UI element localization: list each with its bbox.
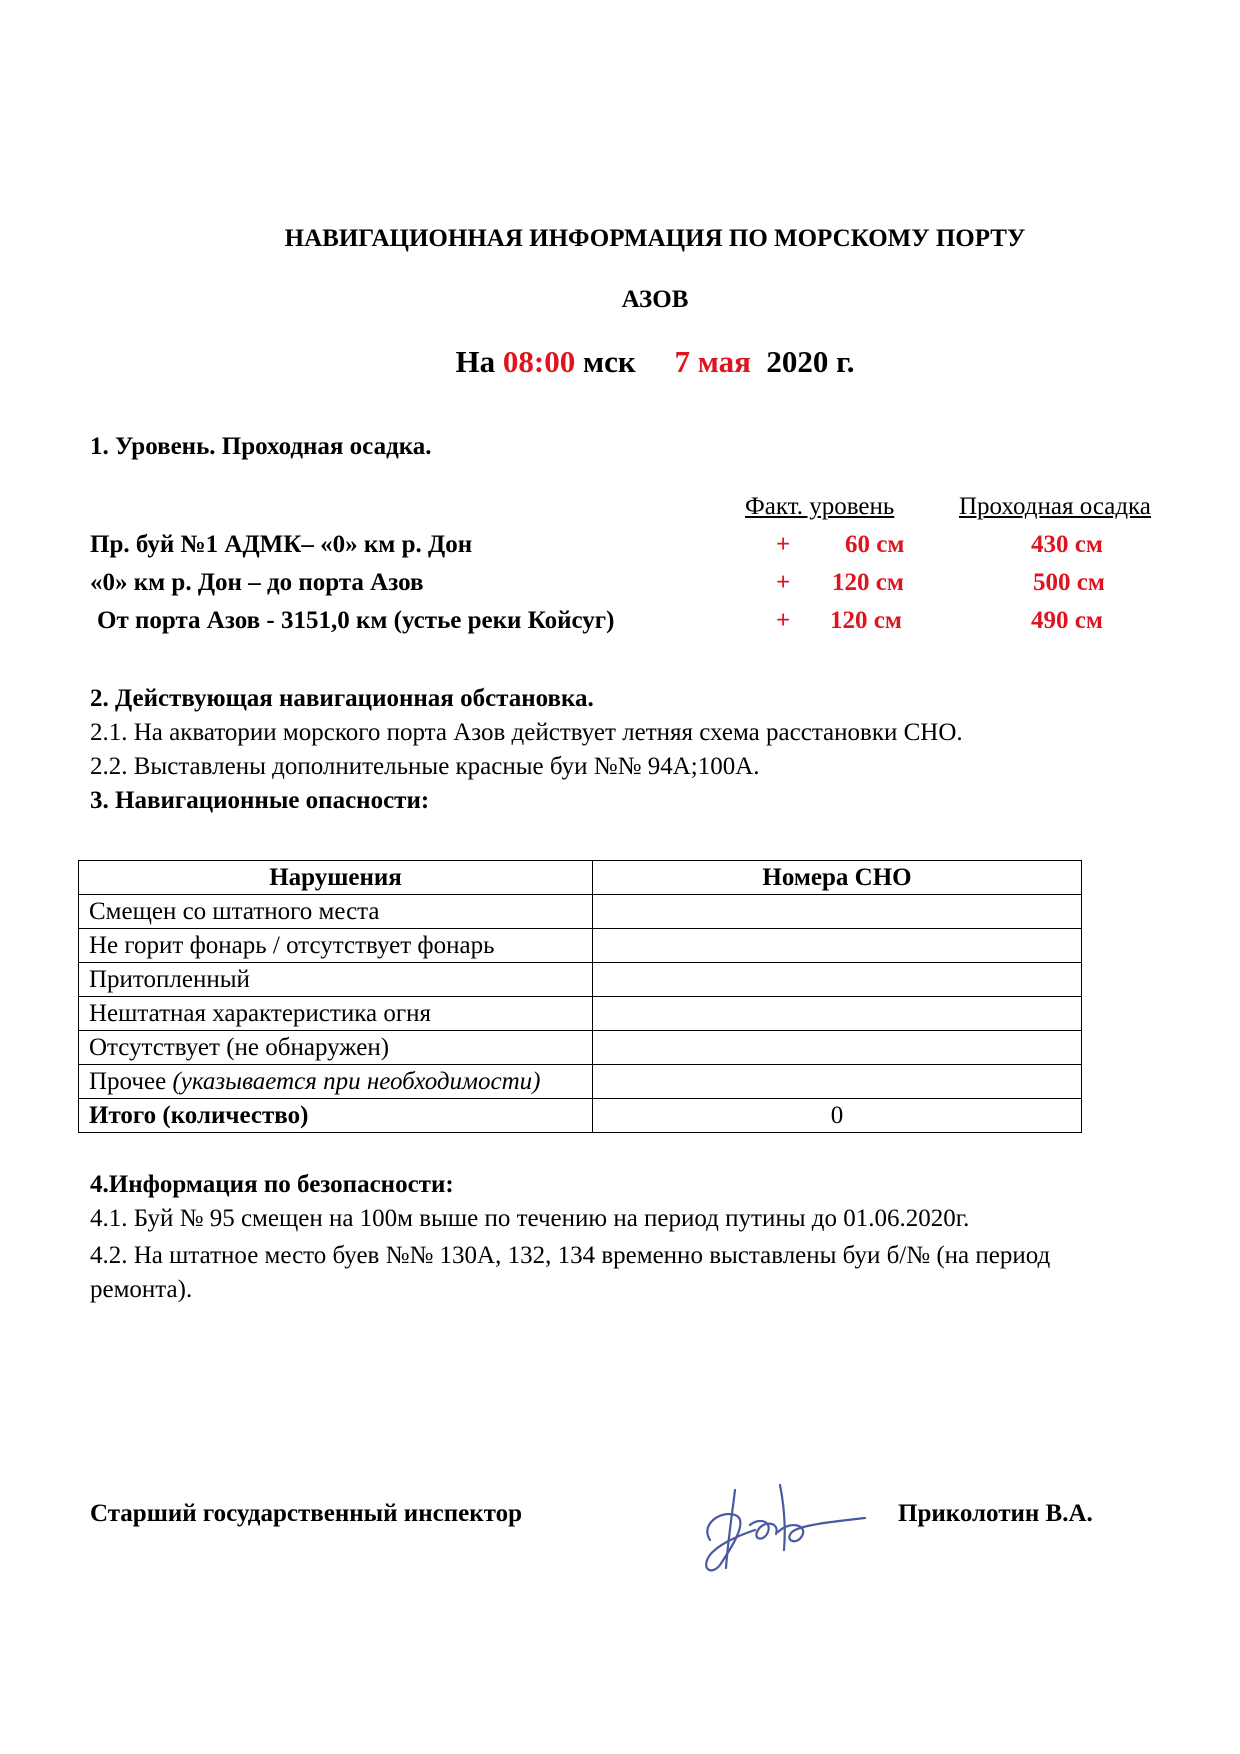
date-prefix: На bbox=[455, 344, 496, 379]
hazards-table bbox=[78, 860, 1082, 1133]
report-year: 2020 г. bbox=[766, 344, 855, 379]
table-row bbox=[79, 963, 1082, 997]
port-name: АЗОВ bbox=[621, 286, 689, 313]
report-day-month: 7 мая bbox=[674, 344, 751, 379]
table-row-other bbox=[79, 1065, 1082, 1099]
draft-value: 490 см bbox=[1031, 607, 1103, 634]
other-note: (указывается при необходимости) bbox=[172, 1068, 541, 1095]
safety-item: 4.2. На штатное место буев №№ 130А, 132, 134 временно выставлены буи б/№ (на период ремонта). bbox=[90, 1242, 1051, 1303]
safety-heading: 4.Информация по безопасности: bbox=[90, 1171, 454, 1198]
col-level-header: Факт. уровень bbox=[745, 493, 895, 520]
segment-label: Пр. буй №1 АДМК– «0» км р. Дон bbox=[90, 531, 473, 558]
inspector-name: Приколотин В.А. bbox=[898, 1500, 1093, 1527]
table-row bbox=[79, 929, 1082, 963]
safety-item: 4.1. Буй № 95 смещен на 100м выше по течению на период путины до 01.06.2020г. bbox=[90, 1205, 970, 1232]
level-value: 60 см bbox=[845, 531, 905, 558]
violation-numbers bbox=[593, 963, 1082, 997]
col-violations-header: Нарушения bbox=[79, 861, 593, 895]
table-row bbox=[79, 997, 1082, 1031]
violation-label: Не горит фонарь / отсутствует фонарь bbox=[79, 929, 593, 963]
table-header-row bbox=[79, 861, 1082, 895]
total-label: Итого (количество) bbox=[79, 1099, 593, 1133]
other-label: Прочее bbox=[89, 1068, 173, 1095]
violation-numbers bbox=[593, 1031, 1082, 1065]
level-sign: + bbox=[776, 607, 791, 634]
level-heading: 1. Уровень. Проходная осадка. bbox=[90, 433, 432, 460]
level-sign: + bbox=[776, 569, 791, 596]
level-value: 120 см bbox=[832, 569, 904, 596]
segment-label: От порта Азов - 3151,0 км (устье реки Койсуг) bbox=[97, 607, 615, 634]
signature-image bbox=[680, 1470, 870, 1580]
draft-value: 500 см bbox=[1033, 569, 1105, 596]
report-time: 08:00 bbox=[502, 344, 576, 379]
violation-numbers bbox=[593, 929, 1082, 963]
table-row bbox=[79, 895, 1082, 929]
document-title: НАВИГАЦИОННАЯ ИНФОРМАЦИЯ ПО МОРСКОМУ ПОРТУ bbox=[284, 225, 1026, 252]
time-suffix: мск bbox=[582, 344, 636, 379]
table-row bbox=[79, 1031, 1082, 1065]
situation-heading: 2. Действующая навигационная обстановка. bbox=[90, 685, 594, 712]
segment-label: «0» км р. Дон – до порта Азов bbox=[90, 569, 424, 596]
hazards-heading: 3. Навигационные опасности: bbox=[90, 787, 430, 814]
draft-value: 430 см bbox=[1031, 531, 1103, 558]
violation-numbers bbox=[593, 1065, 1082, 1099]
total-value: 0 bbox=[593, 1099, 1082, 1133]
violation-label: Притопленный bbox=[79, 963, 593, 997]
violation-numbers bbox=[593, 997, 1082, 1031]
violation-other-cell bbox=[79, 1065, 593, 1099]
violation-label: Нештатная характеристика огня bbox=[79, 997, 593, 1031]
table-total-row bbox=[79, 1099, 1082, 1133]
level-value: 120 см bbox=[830, 607, 902, 634]
col-draft-header: Проходная осадка bbox=[959, 493, 1151, 520]
level-sign: + bbox=[776, 531, 791, 558]
report-datetime bbox=[0, 344, 1240, 380]
situation-item: 2.1. На акватории морского порта Азов действует летняя схема расстановки СНО. bbox=[90, 719, 963, 746]
situation-item: 2.2. Выставлены дополнительные красные буи №№ 94А;100А. bbox=[90, 753, 760, 780]
violation-label: Отсутствует (не обнаружен) bbox=[79, 1031, 593, 1065]
violation-label: Смещен со штатного места bbox=[79, 895, 593, 929]
col-numbers-header: Номера СНО bbox=[593, 861, 1082, 895]
inspector-position: Старший государственный инспектор bbox=[90, 1500, 522, 1527]
violation-numbers bbox=[593, 895, 1082, 929]
